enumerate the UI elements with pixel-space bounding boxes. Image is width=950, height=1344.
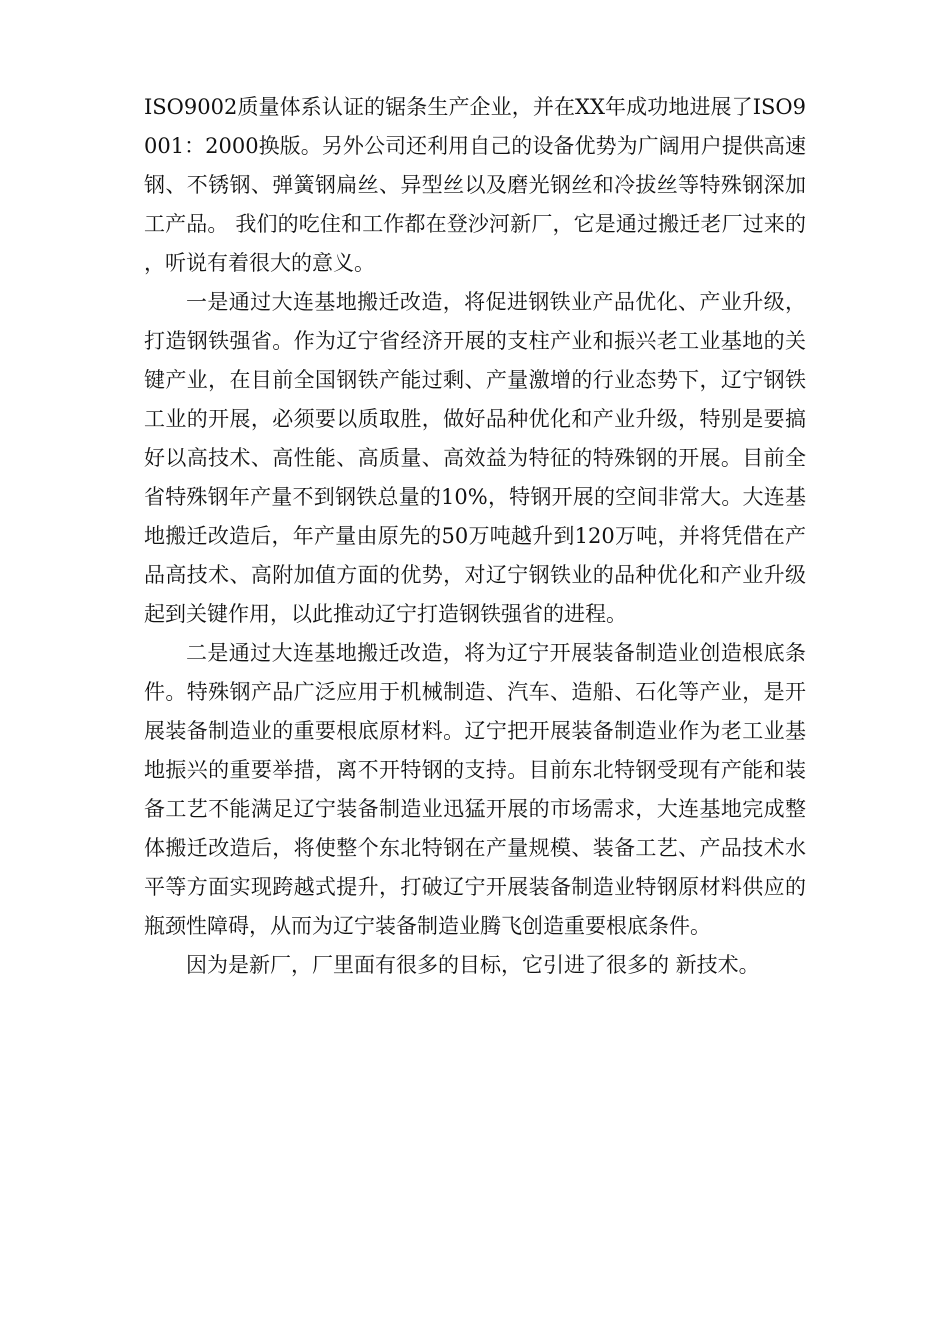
paragraph-3: 二是通过大连基地搬迁改造，将为辽宁开展装备制造业创造根底条件。特殊钢产品广泛应用于机械制造、汽车、造船、石化等产业，是开展装备制造业的重要根底原材料。辽宁把开展装备制造业作为老工业基地振兴的重要举措，离不开特钢的支持。目前东北特钢受现有产能和装备工艺不能满足辽宁装备制造业迅猛开展的市场需求，大连基地完成整体搬迁改造后，将使整个东北特钢在产量规模、装备工艺、产品技术水平等方面实现跨越式提升，打破辽宁开展装备制造业特钢原材料供应的瓶颈性障碍，从而为辽宁装备制造业腾飞创造重要根底条件。 [144, 641, 806, 938]
paragraph-1: ISO9002质量体系认证的锯条生产企业，并在XX年成功地进展了ISO9001：2000换版。另外公司还利用自己的设备优势为广阔用户提供高速钢、不锈钢、弹簧钢扁丝、异型丝以及磨光钢丝和冷拔丝等特殊钢深加工产品。 我们的吃住和工作都在登沙河新厂，它是通过搬迁老厂过来的，听说有着很大的意义。 [144, 95, 806, 275]
paragraph-2: 一是通过大连基地搬迁改造，将促进钢铁业产品优化、产业升级，打造钢铁强省。作为辽宁省经济开展的支柱产业和振兴老工业基地的关键产业，在目前全国钢铁产能过剩、产量激增的行业态势下，辽宁钢铁工业的开展，必须要以质取胜，做好品种优化和产业升级，特别是要搞好以高技术、高性能、高质量、高效益为特征的特殊钢的开展。目前全省特殊钢年产量不到钢铁总量的10%，特钢开展的空间非常大。大连基地搬迁改造后，年产量由原先的50万吨越升到120万吨，并将凭借在产品高技术、高附加值方面的优势，对辽宁钢铁业的品种优化和产业升级起到关键作用，以此推动辽宁打造钢铁强省的进程。 [144, 290, 806, 626]
document-page [144, 88, 806, 985]
paragraph-4: 因为是新厂，厂里面有很多的目标，它引进了很多的 新技术。 [186, 953, 760, 977]
